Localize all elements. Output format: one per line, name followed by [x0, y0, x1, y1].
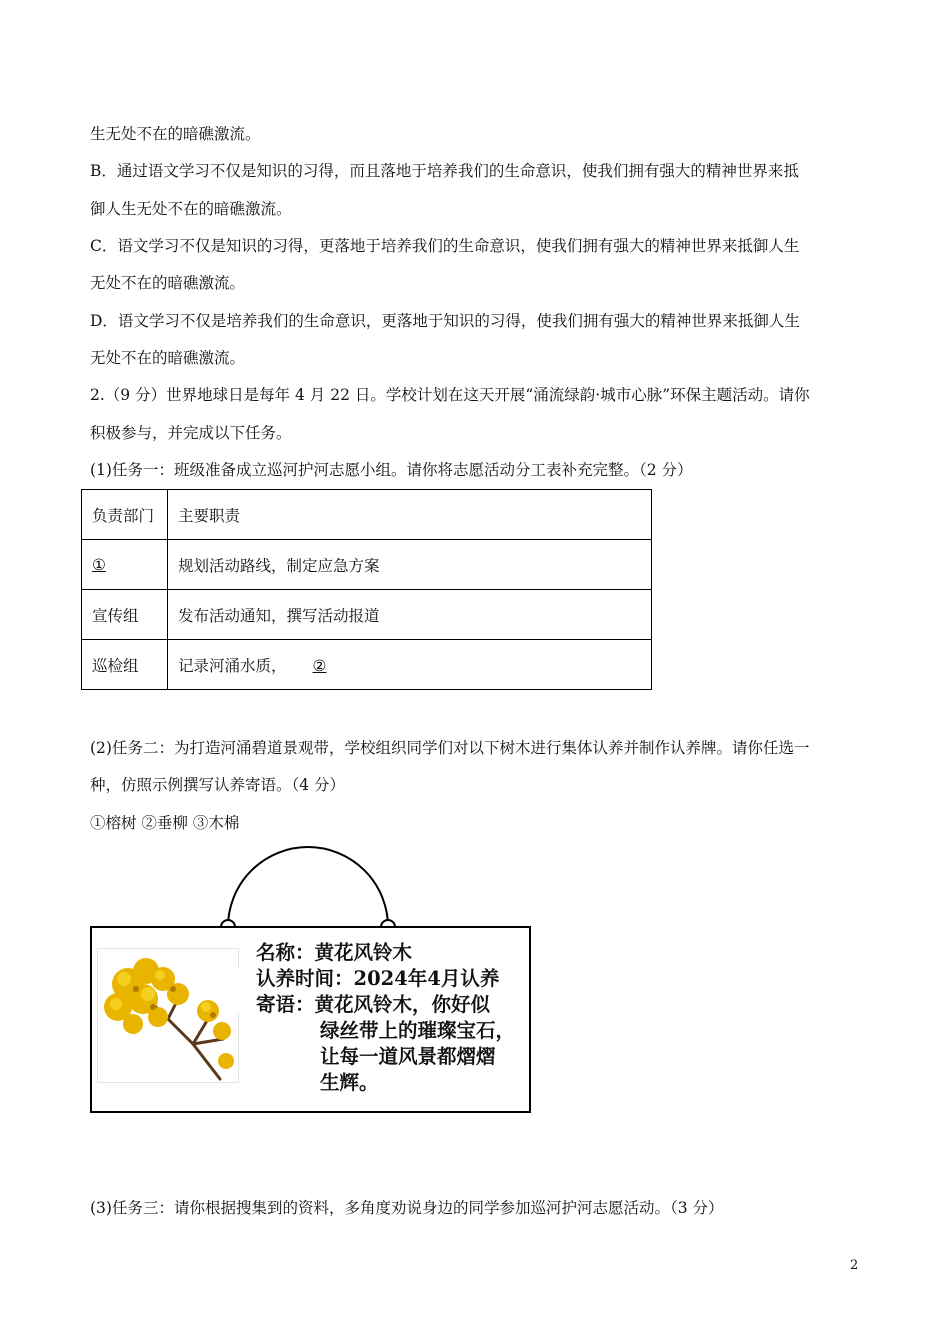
- option-b-line1: B．通过语文学习不仅是知识的习得，而且落地于培养我们的生命意识，使我们拥有强大的精神世界来抵: [90, 162, 799, 180]
- table-row: [82, 590, 652, 640]
- duty-text: 记录河涌水质，: [178, 656, 287, 675]
- tag-time: 认养时间：2024年4月认养: [256, 967, 500, 990]
- duty-table: [81, 489, 652, 690]
- task-2-prompt-line1: (2)任务二：为打造河涌碧道景观带，学校组织同学们对以下树木进行集体认养并制作认养牌。请你任选一: [90, 739, 810, 757]
- tag-hanger-arc: [89, 845, 531, 935]
- question-2-line2: 积极参与，并完成以下任务。: [90, 424, 292, 442]
- table-row: [82, 540, 652, 590]
- adoption-tag: [89, 845, 531, 1113]
- table-cell-dept: [82, 540, 168, 590]
- image-notch: [234, 968, 244, 1013]
- table-header-dept: 负责部门: [82, 490, 168, 540]
- task-2-prompt-line2: 种，仿照示例撰写认养寄语。（4 分）: [90, 776, 346, 794]
- table-row: [82, 640, 652, 690]
- task-1-prompt: (1)任务一：班级准备成立巡河护河志愿小组。请你将志愿活动分工表补充完整。（2 分）: [90, 461, 693, 479]
- yellow-flower-image: [97, 948, 239, 1083]
- table-cell-dept: 巡检组: [82, 640, 168, 690]
- option-a-tail: 生无处不在的暗礁激流。: [90, 125, 261, 143]
- table-cell-duty: 规划活动路线，制定应急方案: [168, 540, 652, 590]
- option-c-line1: C．语文学习不仅是知识的习得，更落地于培养我们的生命意识，使我们拥有强大的精神世界来抵御人生: [90, 237, 800, 255]
- tag-message-line2: 绿丝带上的璀璨宝石，: [320, 1019, 516, 1042]
- table-cell-duty: [168, 640, 652, 690]
- table-header-duty: 主要职责: [168, 490, 652, 540]
- option-c-line2: 无处不在的暗礁激流。: [90, 274, 246, 292]
- option-d-line1: D．语文学习不仅是培养我们的生命意识，更落地于知识的习得，使我们拥有强大的精神世界来抵御人生: [90, 312, 800, 330]
- question-2-line1: 2.（9 分）世界地球日是每年 4 月 22 日。学校计划在这天开展“涌流绿韵·城市心脉”环保主题活动。请你: [90, 386, 810, 404]
- tag-text: [256, 940, 515, 1096]
- blank-marker-2: ②: [312, 656, 327, 675]
- table-cell-dept: 宣传组: [82, 590, 168, 640]
- tag-message-line3: 让每一道风景都熠熠: [320, 1045, 496, 1068]
- table-cell-duty: 发布活动通知，撰写活动报道: [168, 590, 652, 640]
- option-b-line2: 御人生无处不在的暗礁激流。: [90, 200, 292, 218]
- tag-message-line4: 生辉。: [320, 1071, 379, 1094]
- task-3-prompt: (3)任务三：请你根据搜集到的资料，多角度劝说身边的同学参加巡河护河志愿活动。（3 分）: [90, 1199, 724, 1217]
- tree-options: ①榕树 ②垂柳 ③木棉: [90, 814, 240, 832]
- page-number: 2: [850, 1258, 859, 1273]
- tag-message-line1: 寄语：黄花风铃木，你好似: [256, 993, 491, 1016]
- blank-marker-1: ①: [92, 555, 106, 574]
- tag-card: [90, 926, 531, 1113]
- table-header-row: [82, 490, 652, 540]
- tag-name: 名称：黄花风铃木: [256, 941, 413, 964]
- option-d-line2: 无处不在的暗礁激流。: [90, 349, 246, 367]
